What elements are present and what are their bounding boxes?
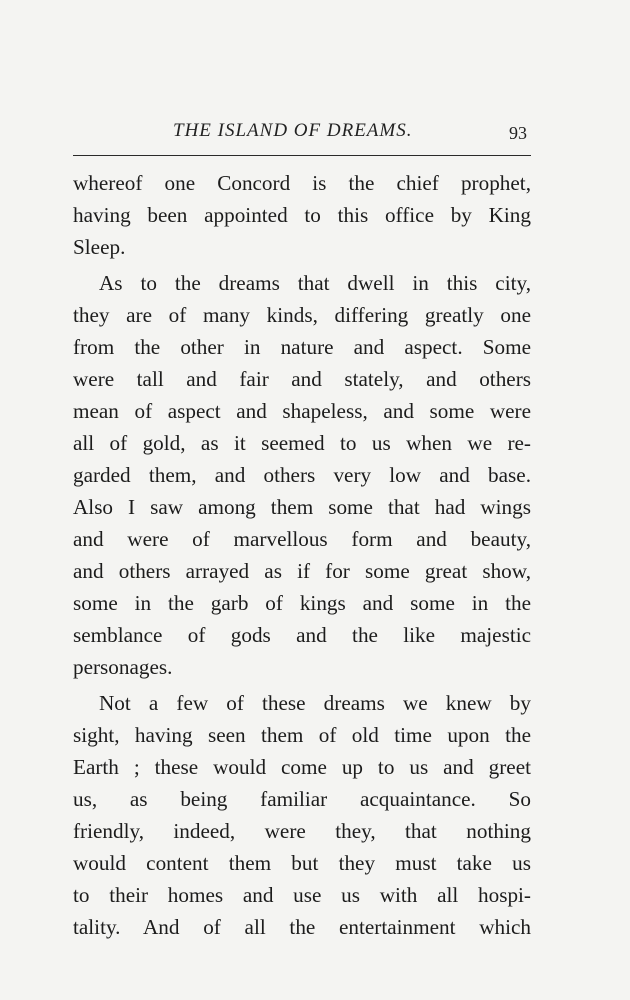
text-line: Also I saw among them some that had wings (73, 495, 531, 519)
text-line: to their homes and use us with all hospi- (73, 883, 531, 907)
text-line: would content them but they must take us (73, 851, 531, 875)
text-line: tality. And of all the entertainment which (73, 915, 531, 939)
running-title: THE ISLAND OF DREAMS. (173, 120, 413, 141)
text-line: and others arrayed as if for some great show, (73, 559, 531, 583)
header-rule (73, 155, 531, 156)
text-line: semblance of gods and the like majestic (73, 623, 531, 647)
text-line: and were of marvellous form and beauty, (73, 527, 531, 551)
text-line: having been appointed to this office by King (73, 203, 531, 227)
text-line: Sleep. (73, 235, 126, 259)
running-head (73, 116, 533, 146)
text-line: Not a few of these dreams we knew by (99, 691, 531, 715)
paragraph (73, 687, 531, 943)
text-line: personages. (73, 655, 173, 679)
text-line: us, as being familiar acquaintance. So (73, 787, 531, 811)
text-line: some in the garb of kings and some in the (73, 591, 531, 615)
body-text (73, 167, 531, 943)
text-line: from the other in nature and aspect. Some (73, 335, 531, 359)
text-line: mean of aspect and shapeless, and some were (73, 399, 531, 423)
text-line: Earth ; these would come up to us and greet (73, 755, 531, 779)
text-line: whereof one Concord is the chief prophet, (73, 171, 531, 195)
text-line: sight, having seen them of old time upon the (73, 723, 531, 747)
text-line: friendly, indeed, were they, that nothing (73, 819, 531, 843)
text-line: garded them, and others very low and base. (73, 463, 531, 487)
paragraph (73, 267, 531, 683)
text-line: all of gold, as it seemed to us when we re- (73, 431, 531, 455)
text-line: As to the dreams that dwell in this city, (99, 271, 531, 295)
page-number: 93 (509, 123, 527, 143)
text-line: they are of many kinds, differing greatly one (73, 303, 531, 327)
text-line: were tall and fair and stately, and others (73, 367, 531, 391)
paragraph (73, 167, 531, 263)
